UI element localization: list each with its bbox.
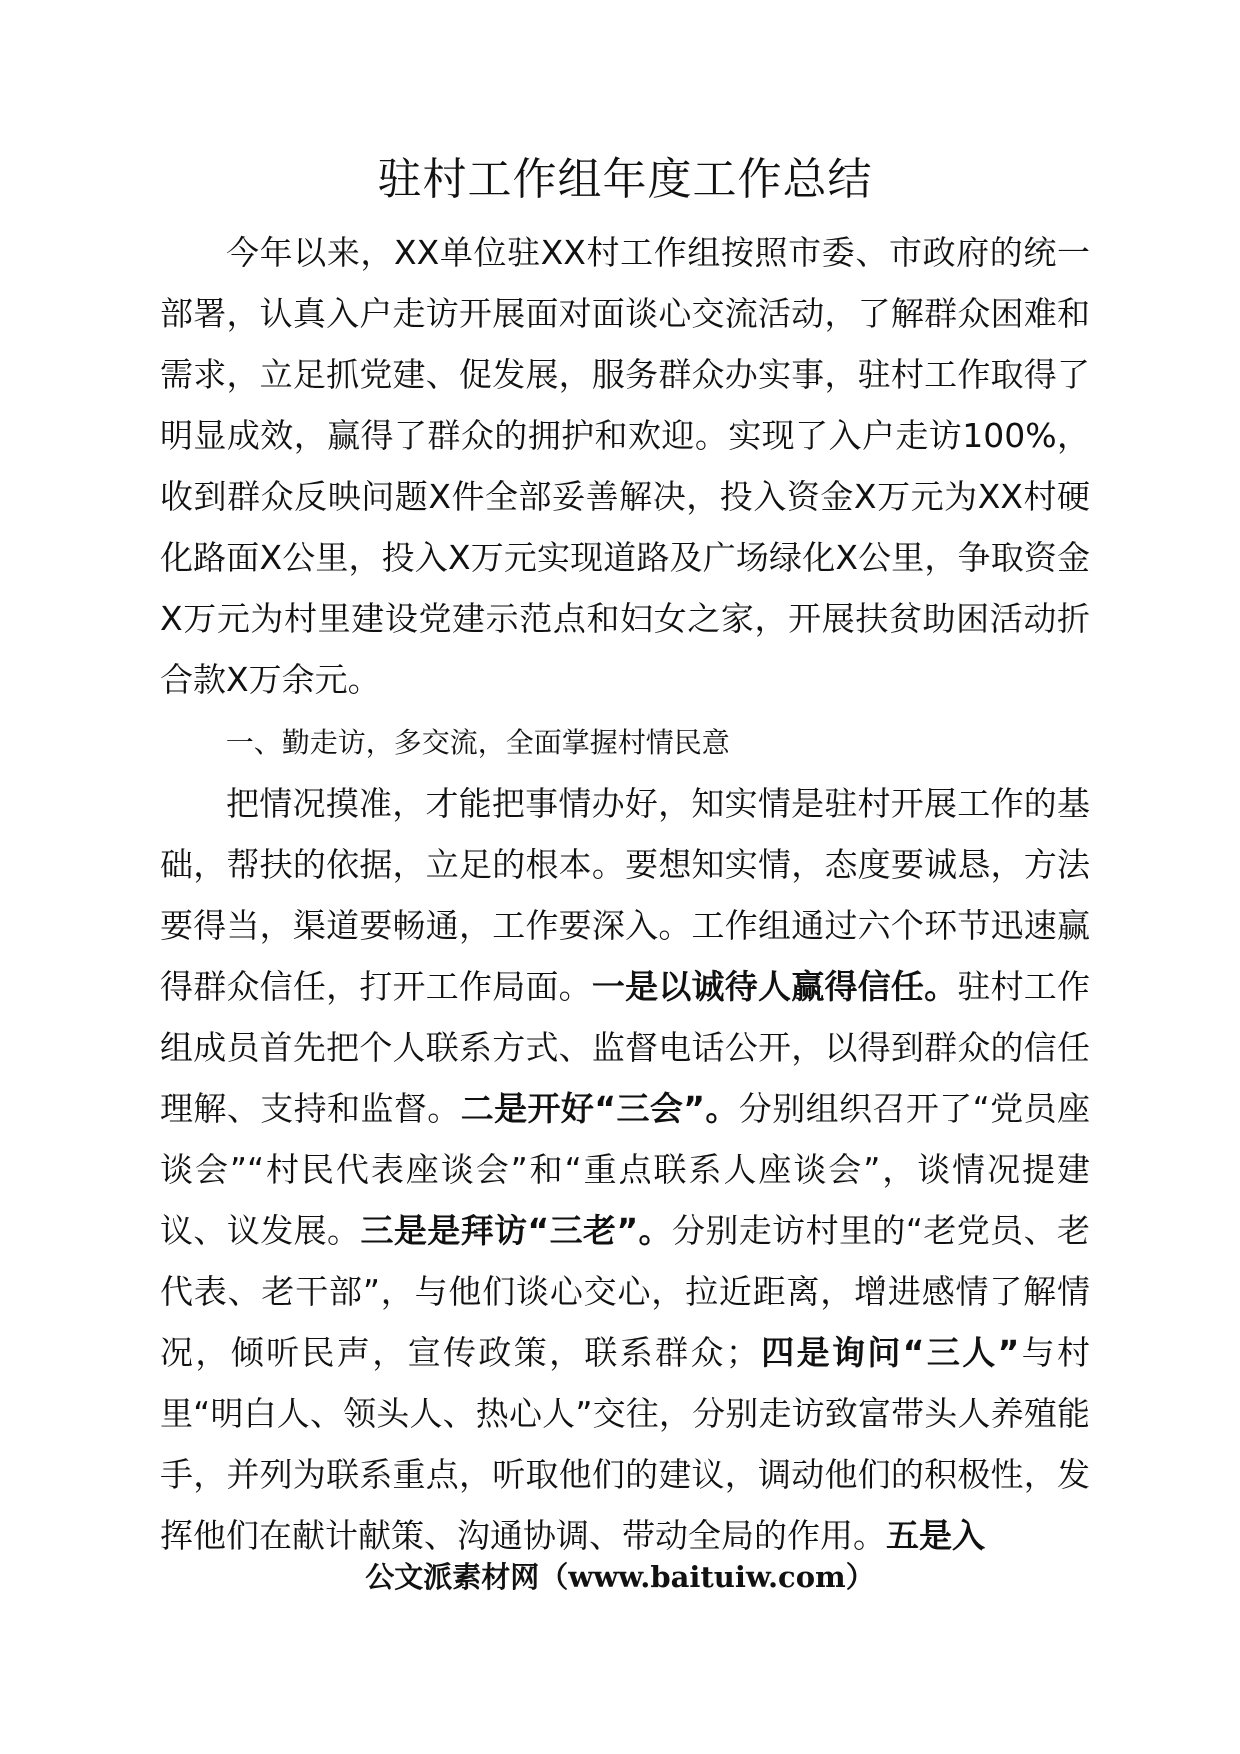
section-1-text-5: 与村里“明白人、领头人、热心人”交往，分别走访致富带头人养殖能手，并列为联系重点，听取他们的建议，调动他们的积极性，发挥他们在献计献策、沟通协调、带动全局的作用。: [160, 1333, 1091, 1555]
section-1-text-4: 分别走访村里的“老党员、老代表、老干部”，与他们谈心交心，拉近距离，增进感情了解情况，倾听民声，宣传政策，联系群众；: [160, 1211, 1090, 1372]
section-heading-1: 一、勤走访，多交流，全面掌握村情民意: [225, 726, 730, 759]
section-1-text-1: 把情况摸准，才能把事情办好，知实情是驻村开展工作的基础，帮扶的依据，立足的根本。要想知实情，态度要诚恳，方法要得当，渠道要畅通，工作要深入。工作组通过六个环节迅速赢得群众信任，打开工作局面。: [160, 784, 1090, 1006]
section-1-paragraph: [160, 773, 1090, 1566]
section-1-text-2: 驻村工作组成员首先把个人联系方式、监督电话公开，以得到群众的信任理解、支持和监督。: [160, 967, 1091, 1128]
point-2-bold: 二是开好“三会”。: [460, 1089, 739, 1128]
intro-paragraph: 今年以来，XX单位驻XX村工作组按照市委、市政府的统一部署，认真入户走访开展面对面谈心交流活动，了解群众困难和需求，立足抓党建、促发展，服务群众办实事，驻村工作取得了明显成效，赢得了群众的拥护和欢迎。实现了入户走访100%，收到群众反映问题X件全部妥善解决，投入资金X万元为XX村硬化路面X公里，投入X万元实现道路及广场绿化X公里，争取资金X万元为村里建设党建示范点和妇女之家，开展扶贫助困活动折合款X万余元。: [160, 233, 1090, 699]
document-page: [160, 150, 1090, 1566]
point-1-bold: 一是以诚待人赢得信任。: [591, 967, 958, 1006]
document-title: 驻村工作组年度工作总结: [377, 154, 873, 205]
section-1-text-3: 分别组织召开了“党员座谈会”“村民代表座谈会”和“重点联系人座谈会”，谈情况提建议、议发展。: [160, 1089, 1090, 1250]
point-5-bold: 五是入: [886, 1516, 985, 1555]
footer-watermark: 公文派素材网（www.baituiw.com）: [365, 1560, 875, 1594]
point-4-bold: 四是询问“三人”: [758, 1333, 1020, 1372]
point-3-bold: 三是是拜访“三老”。: [360, 1211, 672, 1250]
